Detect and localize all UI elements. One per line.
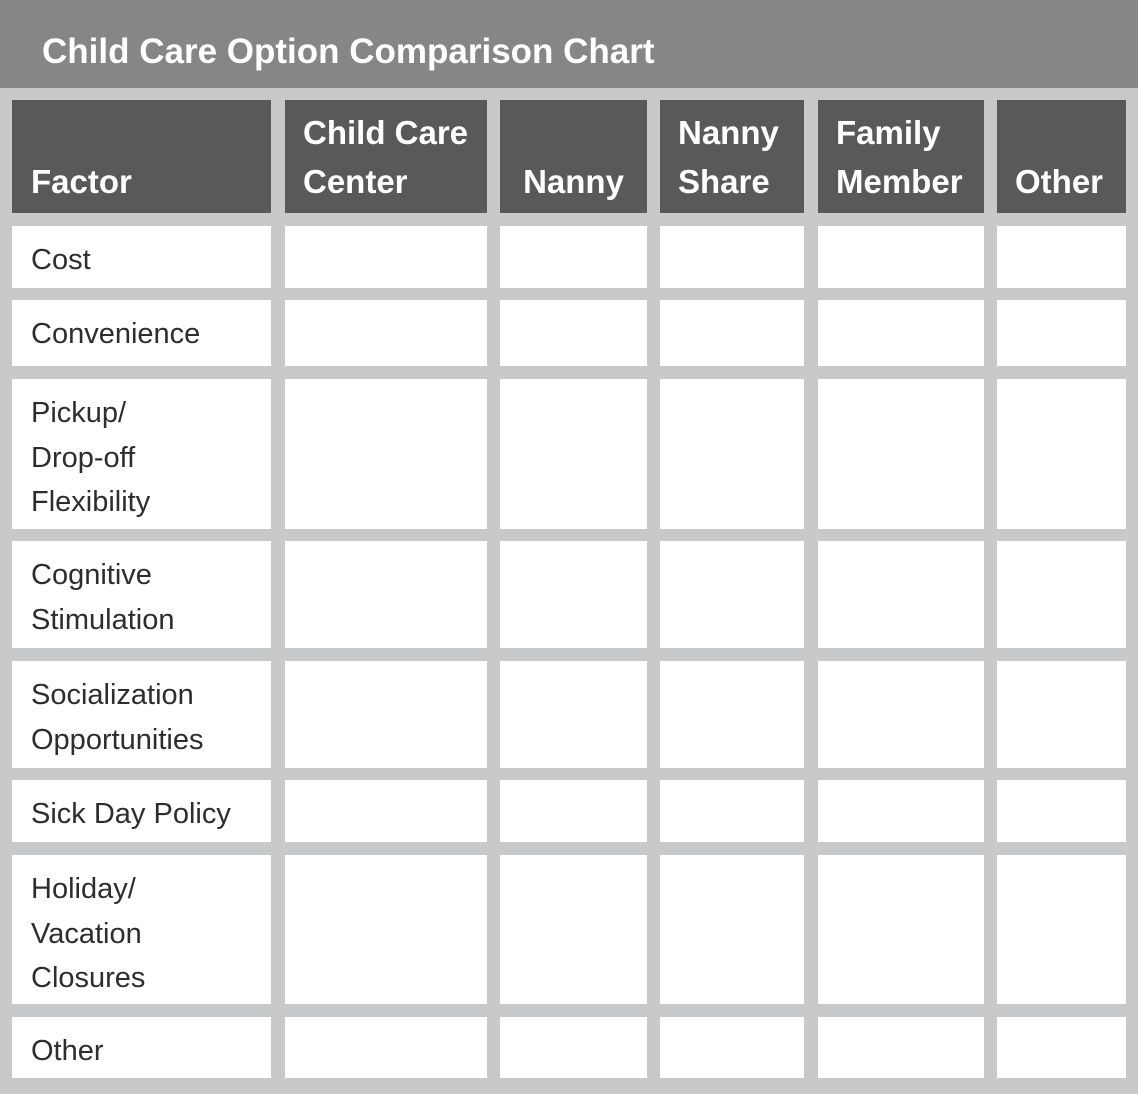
table-cell-sick-day-policy-child-care-center[interactable] [285, 780, 487, 842]
row-label-sick-day-policy: Sick Day Policy [12, 780, 271, 842]
column-header-family-member: Family Member [818, 100, 984, 213]
table-cell-convenience-other[interactable] [997, 300, 1126, 366]
column-header-child-care-center: Child Care Center [285, 100, 487, 213]
table-cell-cost-nanny[interactable] [500, 226, 647, 288]
table-cell-cognitive-stimulation-nanny-share[interactable] [660, 541, 804, 648]
table-cell-holiday-vacation-closures-child-care-center[interactable] [285, 855, 487, 1004]
row-label-pickup-drop-off-flexibility: Pickup/ Drop-off Flexibility [12, 379, 271, 529]
table-cell-cognitive-stimulation-other[interactable] [997, 541, 1126, 648]
table-cell-holiday-vacation-closures-nanny-share[interactable] [660, 855, 804, 1004]
table-cell-holiday-vacation-closures-other[interactable] [997, 855, 1126, 1004]
row-label-cost: Cost [12, 226, 271, 288]
table-cell-sick-day-policy-nanny-share[interactable] [660, 780, 804, 842]
table-cell-other-child-care-center[interactable] [285, 1017, 487, 1078]
row-label-socialization-opportunities: Socialization Opportunities [12, 661, 271, 768]
column-header-nanny-share: Nanny Share [660, 100, 804, 213]
table-cell-cognitive-stimulation-nanny[interactable] [500, 541, 647, 648]
table-cell-cognitive-stimulation-family-member[interactable] [818, 541, 984, 648]
table-cell-pickup-drop-off-flexibility-other[interactable] [997, 379, 1126, 529]
row-label-cognitive-stimulation: Cognitive Stimulation [12, 541, 271, 648]
table-cell-convenience-nanny-share[interactable] [660, 300, 804, 366]
table-cell-pickup-drop-off-flexibility-nanny-share[interactable] [660, 379, 804, 529]
title-bar [0, 0, 1138, 88]
comparison-table [0, 88, 1138, 1094]
table-cell-cost-family-member[interactable] [818, 226, 984, 288]
table-cell-socialization-opportunities-child-care-center[interactable] [285, 661, 487, 768]
table-cell-holiday-vacation-closures-nanny[interactable] [500, 855, 647, 1004]
table-cell-sick-day-policy-other[interactable] [997, 780, 1126, 842]
column-header-nanny: Nanny [500, 100, 647, 213]
table-cell-other-nanny-share[interactable] [660, 1017, 804, 1078]
column-header-factor: Factor [12, 100, 271, 213]
table-cell-socialization-opportunities-family-member[interactable] [818, 661, 984, 768]
table-cell-cost-child-care-center[interactable] [285, 226, 487, 288]
column-header-other: Other [997, 100, 1126, 213]
table-cell-convenience-child-care-center[interactable] [285, 300, 487, 366]
table-cell-other-other[interactable] [997, 1017, 1126, 1078]
row-label-holiday-vacation-closures: Holiday/ Vacation Closures [12, 855, 271, 1004]
table-cell-other-family-member[interactable] [818, 1017, 984, 1078]
table-cell-cognitive-stimulation-child-care-center[interactable] [285, 541, 487, 648]
table-cell-sick-day-policy-nanny[interactable] [500, 780, 647, 842]
table-cell-cost-other[interactable] [997, 226, 1126, 288]
table-cell-convenience-family-member[interactable] [818, 300, 984, 366]
table-cell-convenience-nanny[interactable] [500, 300, 647, 366]
chart-title: Child Care Option Comparison Chart [42, 32, 655, 71]
table-cell-sick-day-policy-family-member[interactable] [818, 780, 984, 842]
table-cell-pickup-drop-off-flexibility-nanny[interactable] [500, 379, 647, 529]
table-cell-socialization-opportunities-nanny[interactable] [500, 661, 647, 768]
table-cell-holiday-vacation-closures-family-member[interactable] [818, 855, 984, 1004]
table-cell-other-nanny[interactable] [500, 1017, 647, 1078]
table-cell-pickup-drop-off-flexibility-child-care-center[interactable] [285, 379, 487, 529]
row-label-other: Other [12, 1017, 271, 1078]
table-cell-pickup-drop-off-flexibility-family-member[interactable] [818, 379, 984, 529]
row-label-convenience: Convenience [12, 300, 271, 366]
table-cell-cost-nanny-share[interactable] [660, 226, 804, 288]
table-cell-socialization-opportunities-nanny-share[interactable] [660, 661, 804, 768]
table-cell-socialization-opportunities-other[interactable] [997, 661, 1126, 768]
